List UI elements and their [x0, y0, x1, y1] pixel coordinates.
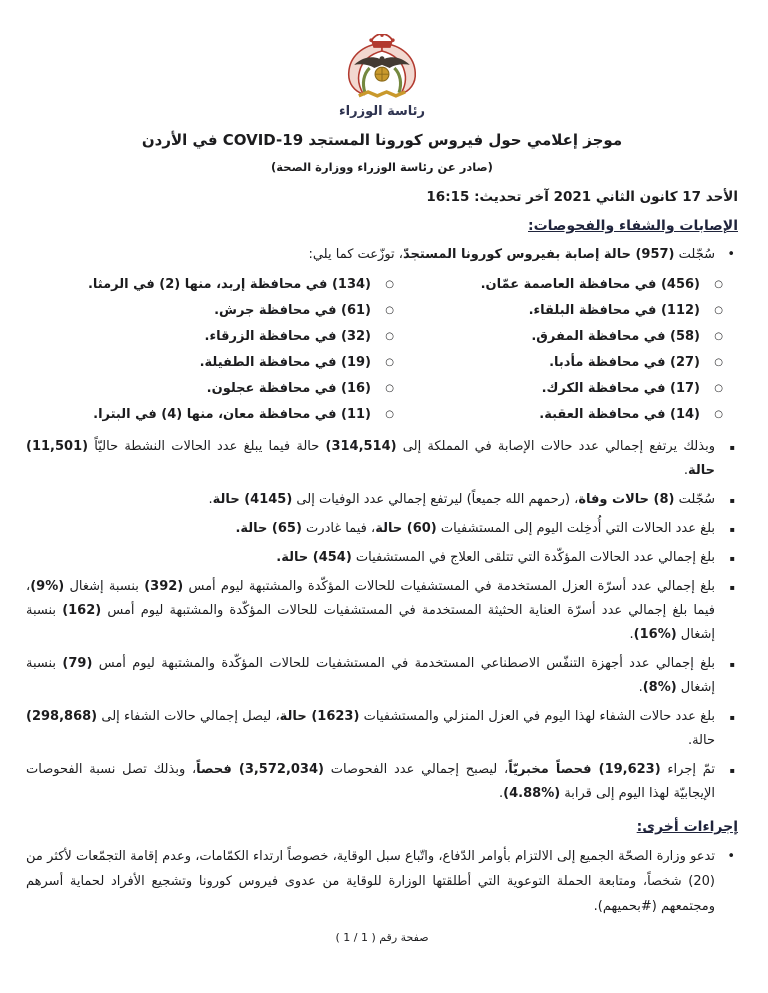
- bullet-marker: ○: [385, 279, 394, 290]
- bullet-marker: ○: [385, 305, 394, 316]
- governorate-item: ○ (14) في محافظة العقبة.: [397, 402, 726, 427]
- governorates-right-column: [397, 272, 726, 428]
- governorate-item: ○ (456) في محافظة العاصمة عمّان.: [397, 272, 726, 297]
- stat-bullet: ▪ بلغ إجمالي عدد أجهزة التنفّس الاصطناعي المستخدمة في المستشفيات للحالات المؤكّدة والمشتبهة ليوم أمس (79) بنسبة إشغال (%8).: [26, 652, 738, 700]
- document-header: [26, 34, 738, 205]
- stats-bullet-list: [26, 435, 738, 806]
- bullet-marker: ▪: [729, 443, 735, 452]
- governorate-item: ○ (112) في محافظة البلقاء.: [397, 298, 726, 323]
- bullet-marker: ○: [714, 331, 723, 342]
- lead-bullet-list: [26, 243, 738, 267]
- document-body: [26, 218, 738, 919]
- measures-bullet-list: [26, 844, 738, 919]
- governorate-item: ○ (17) في محافظة الكرك.: [397, 376, 726, 401]
- section-heading-measures: إجراءات أخرى:: [636, 819, 738, 835]
- page-number: صفحة رقم ( 1 / 1 ): [335, 931, 429, 944]
- bullet-marker: ▪: [729, 713, 735, 722]
- bullet-marker: •: [727, 247, 735, 262]
- measure-bullet: • تدعو وزارة الصحّة الجميع إلى الالتزام بأوامر الدّفاع، واتّباع سبل الوقاية، خصوصاً ارتداء الكمّامات، وعدم إقامة التجمّعات لأكثر من (20) شخصاً، ومتابعة الحملة التوعوية التي أطلقتها الوزارة للوقاية من عدوى فيروس كورونا وتشجيع الأفراد لحماية أسرهم ومجتمعهم (#بحميهم).: [26, 844, 738, 919]
- governorate-item: ○ (27) في محافظة مأدبا.: [397, 350, 726, 375]
- document-footer: [26, 931, 738, 944]
- governorate-item: ○ (32) في محافظة الزرقاء.: [26, 324, 397, 349]
- governorate-item: ○ (61) في محافظة جرش.: [26, 298, 397, 323]
- bullet-marker: ○: [385, 409, 394, 420]
- jordan-coat-of-arms-icon: [335, 34, 429, 102]
- bullet-marker: ▪: [729, 525, 735, 534]
- logo-caption: رئاسة الوزراء: [339, 104, 425, 119]
- document-title: موجز إعلامي حول فيروس كورونا المستجد COVID-19 في الأردن: [141, 131, 623, 149]
- governorate-item: ○ (19) في محافظة الطفيلة.: [26, 350, 397, 375]
- governorate-item: ○ (11) في محافظة معان، منها (4) في البترا.: [26, 402, 397, 427]
- stat-bullet: ▪ بلغ عدد الحالات التي أُدخِلت اليوم إلى المستشفيات (60) حالة، فيما غادرت (65) حالة.: [26, 517, 738, 541]
- stat-bullet: ▪ بلغ إجمالي عدد الحالات المؤكّدة التي تتلقى العلاج في المستشفيات (454) حالة.: [26, 546, 738, 570]
- bullet-marker: ▪: [729, 766, 735, 775]
- bullet-marker: ▪: [729, 583, 735, 592]
- date-line: الأحد 17 كانون الثاني 2021 آخر تحديث: 16:15: [426, 189, 738, 205]
- stat-bullet: ▪ بلغ إجمالي عدد أسرّة العزل المستخدمة في المستشفيات للحالات المؤكّدة والمشتبهة ليوم أمس (392) بنسبة إشغال (%9)، فيما بلغ إجمالي عدد أسرّة العناية الحثيثة المستخدمة في المستشفيات للحالات المؤكّدة والمشتبهة ليوم أمس (162) بنسبة إشغال (%16).: [26, 575, 738, 647]
- lead-bullet: • سُجّلت (957) حالة إصابة بفيروس كورونا المستجدّ، توزّعت كما يلي:: [26, 243, 738, 267]
- governorates-columns: [26, 272, 738, 428]
- bullet-marker: ▪: [729, 496, 735, 505]
- bullet-marker: ○: [714, 409, 723, 420]
- bullet-marker: ○: [714, 279, 723, 290]
- bullet-marker: ○: [385, 357, 394, 368]
- bullet-marker: ○: [714, 383, 723, 394]
- bullet-marker: ▪: [729, 554, 735, 563]
- bullet-marker: •: [727, 849, 735, 864]
- governorate-item: ○ (134) في محافظة إربد، منها (2) في الرمثا.: [26, 272, 397, 297]
- section-heading-infections: الإصابات والشفاء والفحوصات:: [528, 218, 738, 234]
- bullet-marker: ○: [714, 357, 723, 368]
- governorate-item: ○ (58) في محافظة المفرق.: [397, 324, 726, 349]
- document-subtitle: (صادر عن رئاسة الوزراء ووزارة الصحة): [271, 160, 493, 174]
- bullet-marker: ▪: [729, 660, 735, 669]
- stat-bullet: ▪ وبذلك يرتفع إجمالي عدد حالات الإصابة في المملكة إلى (314,514) حالة فيما يبلغ عدد الحالات النشطة حاليّاً (11,501) حالة.: [26, 435, 738, 483]
- stat-bullet: ▪ تمّ إجراء (19,623) فحصاً مخبريّاً، ليصبح إجمالي عدد الفحوصات (3,572,034) فحصاً، وبذلك تصل نسبة الفحوصات الإيجابيّة لهذا اليوم إلى قرابة (%4.88).: [26, 758, 738, 806]
- stat-bullet: ▪ سُجّلت (8) حالات وفاة، (رحمهم الله جميعاً) ليرتفع إجمالي عدد الوفيات إلى (4145) حالة.: [26, 488, 738, 512]
- stat-bullet: ▪ بلغ عدد حالات الشفاء لهذا اليوم في العزل المنزلي والمستشفيات (1623) حالة، ليصل إجمالي حالات الشفاء إلى (298,868) حالة.: [26, 705, 738, 753]
- bullet-marker: ○: [385, 383, 394, 394]
- governorate-item: ○ (16) في محافظة عجلون.: [26, 376, 397, 401]
- bullet-marker: ○: [385, 331, 394, 342]
- bullet-marker: ○: [714, 305, 723, 316]
- governorates-left-column: [26, 272, 397, 428]
